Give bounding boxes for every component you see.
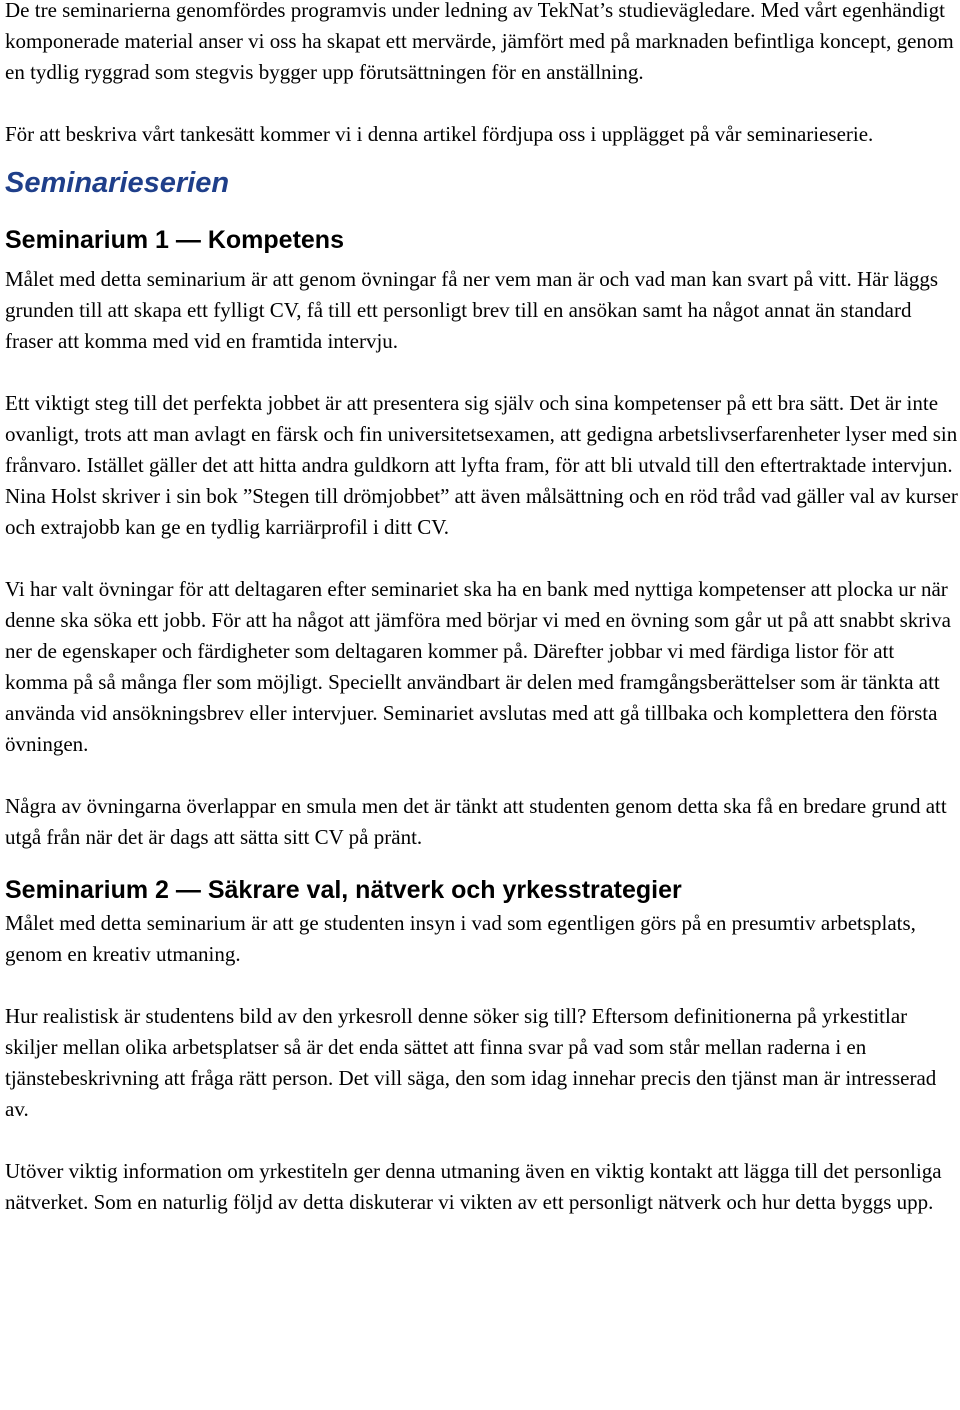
seminar-1-paragraph-1: Målet med detta seminarium är att genom övningar få ner vem man är och vad man kan svart på vitt. Här läggs grunden till att skapa ett fylligt CV, få till ett personligt brev till en ansökan samt ha något annat än standard fraser att komma med vid en framtida intervju. (5, 267, 939, 353)
seminar-2-paragraph-1: Målet med detta seminarium är att ge studenten insyn i vad som egentligen görs på en presumtiv arbetsplats, genom en kreativ utmaning. (5, 911, 916, 966)
section-heading: Seminarieserien (5, 167, 230, 199)
intro-paragraph-1: De tre seminarierna genomfördes programvis under ledning av TekNat’s studievägledare. Med vårt egenhändigt komponerade material anser vi oss ha skapat ett mervärde, jämfört med på marknaden befintliga koncept, genom en tydlig ryggrad som stegvis bygger upp förutsättningen för en anställning. (5, 0, 954, 84)
seminar-2-paragraph-2: Hur realistisk är studentens bild av den yrkesroll denne söker sig till? Eftersom definitionerna på yrkestitlar skiljer mellan olika arbetsplatser så är det enda sättet att finna svar på vad som står mellan raderna i en tjänstebeskrivning att fråga rätt person. Det vill säga, den som idag innehar precis den tjänst man är intresserad av. (5, 1004, 937, 1121)
seminar-1-paragraph-2: Ett viktigt steg till det perfekta jobbet är att presentera sig själv och sina kompetenser på ett bra sätt. Det är inte ovanligt, trots att man avlagt en färsk och fin universitetsexamen, att gedigna arbetslivserfarenheter lyser med sin frånvaro. Istället gäller det att hitta andra guldkorn att lyfta fram, för att bli utvald till den eftertraktade intervjun. Nina Holst skriver i sin bok ”Stegen till drömjobbet” att även målsättning och en röd tråd vad gäller val av kurser och extrajobb kan ge en tydlig karriärprofil i ditt CV. (5, 391, 958, 539)
document-page (5, 0, 960, 1218)
seminar-2-paragraph-3: Utöver viktig information om yrkestiteln ger denna utmaning även en viktig kontakt att lägga till det personliga nätverket. Som en naturlig följd av detta diskuterar vi vikten av ett personligt nätverk och hur detta byggs upp. (5, 1159, 942, 1214)
seminar-2-heading: Seminarium 2 — Säkrare val, nätverk och yrkesstrategier (5, 876, 682, 904)
seminar-1-paragraph-4: Några av övningarna överlappar en smula men det är tänkt att studenten genom detta ska få en bredare grund att utgå från när det är dags att sätta sitt CV på pränt. (5, 794, 947, 849)
seminar-1-paragraph-3: Vi har valt övningar för att deltagaren efter seminariet ska ha en bank med nyttiga kompetenser att plocka ur när denne ska söka ett jobb. För att ha något att jämföra med börjar vi med en övning som går ut på att snabbt skriva ner de egenskaper och färdigheter som deltagaren kommer på. Därefter jobbar vi med färdiga listor för att komma på så många fler som möjligt. Speciellt användbart är delen med framgångsberättelser som är tänkta att använda vid ansökningsbrev eller intervjuer. Seminariet avslutas med att gå tillbaka och komplettera den första övningen. (5, 577, 951, 756)
seminar-1-heading: Seminarium 1 — Kompetens (5, 226, 344, 254)
intro-paragraph-2: För att beskriva vårt tankesätt kommer vi i denna artikel fördjupa oss i upplägget på vår seminarieserie. (5, 122, 874, 146)
